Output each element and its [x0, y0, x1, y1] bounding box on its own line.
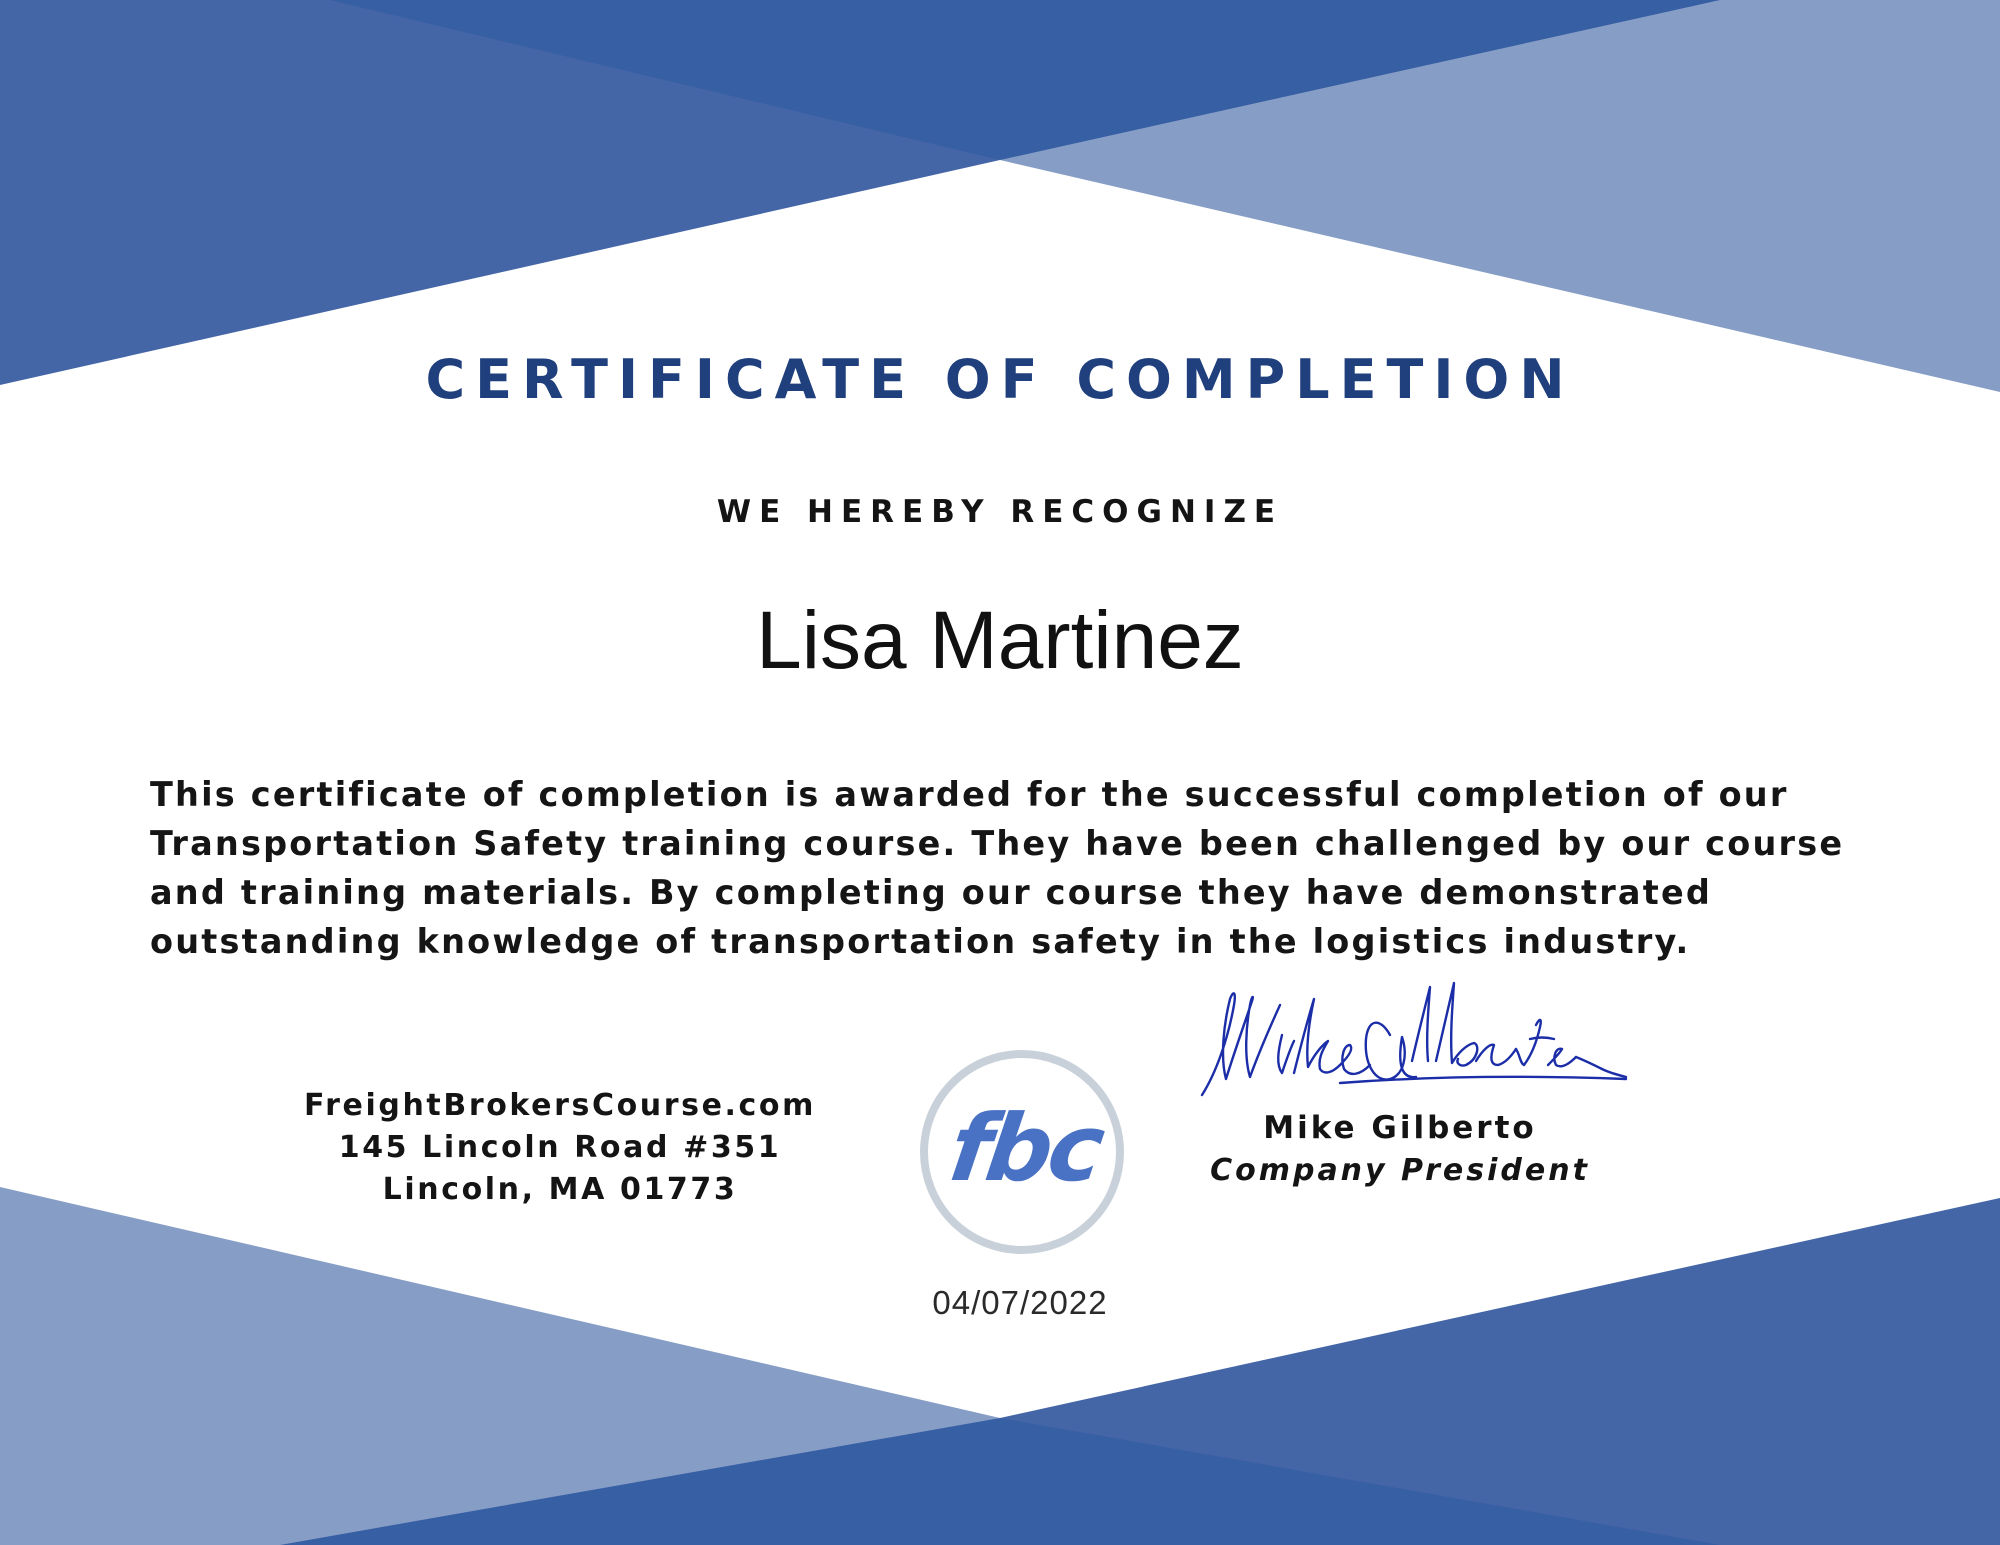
certificate-body: [150, 770, 1870, 966]
signer-name: Mike Gilberto: [1263, 1110, 1537, 1146]
logo-text: fbc: [943, 1094, 1108, 1202]
body-line: Transportation Safety training course. They have been challenged by our course: [150, 824, 1845, 863]
body-line: and training materials. By completing our course they have demonstrated: [150, 873, 1713, 912]
address-line-2: Lincoln, MA 01773: [382, 1172, 738, 1207]
signature-image: [1190, 965, 1630, 1105]
recipient-name: Lisa Martinez: [756, 595, 1244, 686]
certificate-title: CERTIFICATE OF COMPLETION: [425, 348, 1575, 411]
signer-title: Company President: [1210, 1153, 1590, 1188]
fbc-logo-icon: [928, 1058, 1116, 1246]
address-line-1: 145 Lincoln Road #351: [338, 1130, 782, 1165]
fbc-logo-seal: [920, 1050, 1124, 1254]
recognition-subtitle: WE HEREBY RECOGNIZE: [716, 494, 1284, 530]
body-line: This certificate of completion is awarded for the successful completion of our: [150, 775, 1789, 814]
completion-date: 04/07/2022: [932, 1284, 1108, 1321]
organization-address: [260, 1085, 860, 1211]
body-line: outstanding knowledge of transportation safety in the logistics industry.: [150, 922, 1691, 961]
organization-website: FreightBrokersCourse.com: [303, 1088, 817, 1123]
